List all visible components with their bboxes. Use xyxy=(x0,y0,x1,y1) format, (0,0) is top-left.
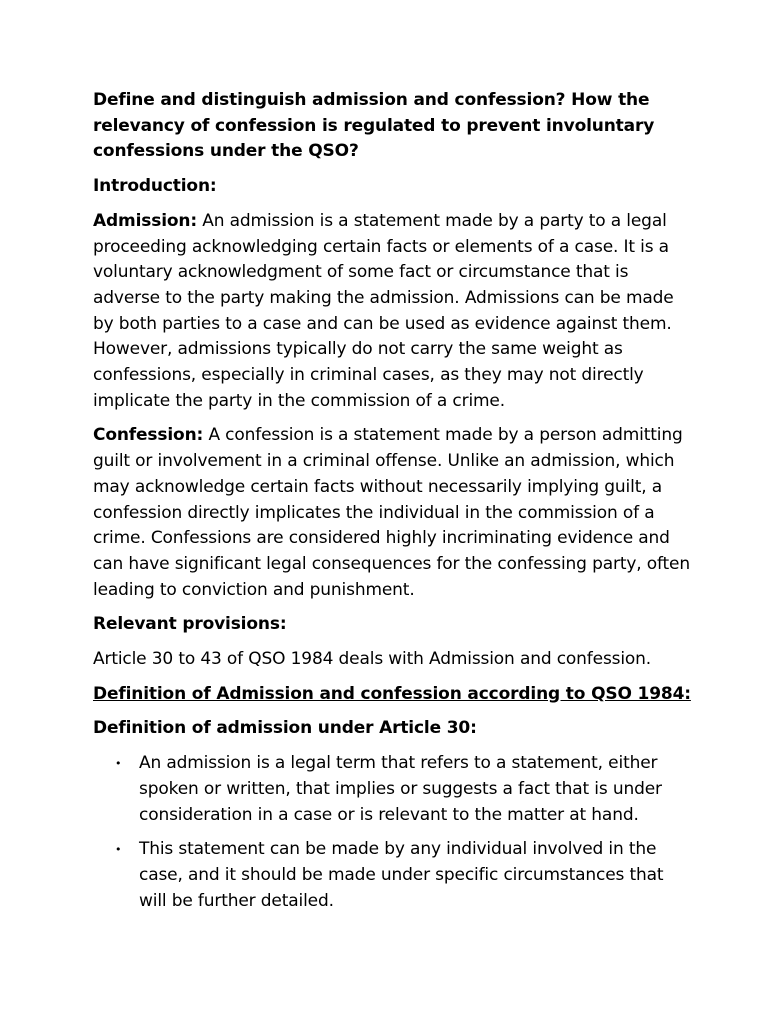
introduction-heading: Introduction: xyxy=(93,176,217,197)
list-item-text: An admission is a legal term that refers to a statement, either spoken or written, that implies or suggests a fact that is under consideration in a case or is relevant to the matter at hand. xyxy=(139,753,662,825)
confession-paragraph xyxy=(93,423,693,603)
admission-text: An admission is a statement made by a party to a legal proceeding acknowledging certain facts or elements of a case. It is a voluntary acknowledgment of some fact or circumstance that is adverse to the party making the admission. Admissions can be made by both parties to a case and can be used as evidence against them. However, admissions typically do not carry the same weight as confessions, especially in criminal cases, as they may not directly implicate the party in the commission of a crime. xyxy=(93,210,674,411)
list-item xyxy=(93,751,693,828)
document-page xyxy=(93,88,693,923)
definition-heading: Definition of Admission and confession according to QSO 1984: xyxy=(93,683,691,704)
confession-label: Confession: xyxy=(93,425,204,446)
bullet-icon: • xyxy=(115,757,122,771)
admission-label: Admission: xyxy=(93,210,198,231)
relevant-provisions-heading: Relevant provisions: xyxy=(93,614,287,635)
provisions-text: Article 30 to 43 of QSO 1984 deals with Admission and confession. xyxy=(93,649,652,670)
list-item xyxy=(93,837,693,914)
article-30-heading: Definition of admission under Article 30: xyxy=(93,718,477,739)
bullet-icon: • xyxy=(115,843,122,857)
confession-text: A confession is a statement made by a person admitting guilt or involvement in a criminal offense. Unlike an admission, which may acknowledge certain facts without necessarily implying guilt, a confession directly implicates the individual in the commission of a crime. Confessions are considered highly incriminating evidence and can have significant legal consequences for the confessing party, often leading to conviction and punishment. xyxy=(93,425,690,600)
question-heading: Define and distinguish admission and confession? How the relevancy of confession is regulated to prevent involuntary confessions under the QSO? xyxy=(93,90,655,162)
admission-bullet-list xyxy=(93,751,693,914)
list-item-text: This statement can be made by any individual involved in the case, and it should be made under specific circumstances that will be further detailed. xyxy=(139,839,664,911)
admission-paragraph xyxy=(93,209,693,415)
